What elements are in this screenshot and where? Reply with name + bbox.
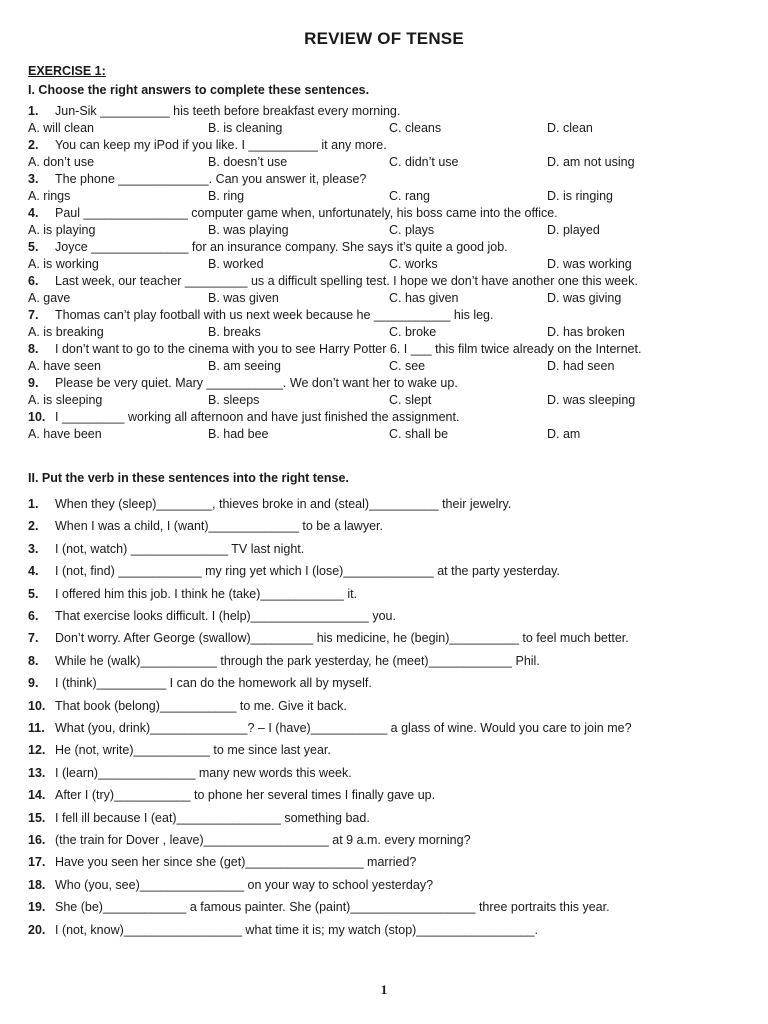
answer-option: C. has given [389,291,459,305]
sentence-number: 15. [28,811,46,825]
question-text: Jun-Sik __________ his teeth before breakfast every morning. [55,104,401,118]
sentence-number: 8. [28,654,39,668]
sentence-number: 9. [28,676,39,690]
sentence-text: I fell ill because I (eat)_______________ something bad. [55,811,370,825]
sentence-item [28,743,331,758]
answer-option: B. ring [208,189,245,203]
sentence-item [28,811,370,826]
question-text: Joyce ______________ for an insurance company. She says it’s quite a good job. [55,240,508,254]
answer-option: C. works [389,257,438,271]
answer-option: B. was playing [208,223,289,237]
question-text: Please be very quiet. Mary ___________. We don’t want her to wake up. [55,376,458,390]
sentence-number: 2. [28,519,39,533]
sentence-item [28,766,352,781]
sentence-text: Have you seen her since she (get)_________________ married? [55,855,417,869]
answer-option: A. will clean [28,121,94,135]
question-item [28,240,508,255]
answer-option: D. has broken [547,325,625,339]
answer-option: D. was giving [547,291,622,305]
sentence-item [28,923,538,938]
page-number: 1 [380,982,388,997]
question-item [28,172,366,187]
sentence-text: While he (walk)___________ through the park yesterday, he (meet)____________ Phil. [55,654,540,668]
answer-option: D. is ringing [547,189,613,203]
question-item [28,104,400,119]
question-text: You can keep my iPod if you like. I __________ it any more. [55,138,387,152]
question-number: 9. [28,376,39,390]
answer-option: B. had bee [208,427,269,441]
answer-option: C. cleans [389,121,442,135]
sentence-text: (the train for Dover , leave)__________________ at 9 a.m. every morning? [55,833,471,847]
sentence-number: 14. [28,788,46,802]
sentence-text: I (learn)______________ many new words this week. [55,766,352,780]
sentence-item [28,497,511,512]
sentence-item [28,833,471,848]
sentence-item [28,676,372,691]
sentence-text: What (you, drink)______________? – I (have)___________ a glass of wine. Would you care to join me? [55,721,632,735]
sentence-number: 16. [28,833,46,847]
sentence-text: She (be)____________ a famous painter. She (paint)__________________ three portraits this year. [55,900,610,914]
sentence-text: That exercise looks difficult. I (help)_________________ you. [55,609,396,623]
question-number: 3. [28,172,39,186]
sentence-number: 1. [28,497,39,511]
question-text: Thomas can’t play football with us next week because he ___________ his leg. [55,308,494,322]
answer-option: B. sleeps [208,393,260,407]
sentence-text: When I was a child, I (want)_____________ to be a lawyer. [55,519,383,533]
question-number: 6. [28,274,39,288]
question-number: 7. [28,308,39,322]
section1-heading: I. Choose the right answers to complete these sentences. [28,83,370,97]
sentence-text: He (not, write)___________ to me since last year. [55,743,331,757]
sentence-item [28,878,433,893]
sentence-item [28,631,629,646]
sentence-item [28,855,416,870]
answer-option: B. was given [208,291,279,305]
question-item [28,376,458,391]
answer-option: A. don’t use [28,155,95,169]
answer-option: C. slept [389,393,432,407]
question-item [28,342,641,357]
question-item [28,308,493,323]
page-title: REVIEW OF TENSE [304,29,464,48]
question-text: I _________ working all afternoon and have just finished the assignment. [55,410,460,424]
answer-option: D. was working [547,257,632,271]
sentence-number: 3. [28,542,39,556]
question-number: 8. [28,342,39,356]
answer-option: D. was sleeping [547,393,636,407]
sentence-item [28,654,540,669]
sentence-item [28,542,304,557]
answer-option: A. is working [28,257,99,271]
sentence-number: 10. [28,699,46,713]
question-text: Paul _______________ computer game when, unfortunately, his boss came into the office. [55,206,558,220]
sentence-item [28,564,560,579]
answer-option: A. have seen [28,359,101,373]
question-text: Last week, our teacher _________ us a difficult spelling test. I hope we don’t have another one this week. [55,274,638,288]
answer-option: C. shall be [389,427,449,441]
sentence-number: 5. [28,587,39,601]
sentence-number: 4. [28,564,39,578]
sentence-text: I (think)__________ I can do the homework all by myself. [55,676,372,690]
answer-option: B. breaks [208,325,261,339]
sentence-item [28,788,435,803]
answer-option: A. is sleeping [28,393,103,407]
question-item [28,410,459,425]
answer-option: C. broke [389,325,437,339]
sentence-number: 18. [28,878,46,892]
sentence-number: 12. [28,743,46,757]
answer-option: A. is breaking [28,325,104,339]
answer-option: C. rang [389,189,430,203]
sentence-number: 11. [28,721,45,735]
answer-option: C. plays [389,223,435,237]
answer-option: B. worked [208,257,264,271]
answer-option: A. gave [28,291,71,305]
question-text: The phone _____________. Can you answer it, please? [55,172,367,186]
sentence-text: Don’t worry. After George (swallow)_________ his medicine, he (begin)__________ to feel much better. [55,631,629,645]
sentence-number: 17. [28,855,46,869]
question-text: I don’t want to go to the cinema with you to see Harry Potter 6. I ___ this film twice already on the Internet. [55,342,642,356]
sentence-text: I (not, know)_________________ what time it is; my watch (stop)_________________. [55,923,538,937]
sentence-text: I offered him this job. I think he (take)____________ it. [55,587,358,601]
sentence-number: 6. [28,609,39,623]
answer-option: D. am not using [547,155,635,169]
sentence-number: 20. [28,923,46,937]
answer-option: B. doesn’t use [208,155,288,169]
sentence-number: 13. [28,766,46,780]
sentence-number: 19. [28,900,46,914]
sentence-item [28,519,383,534]
question-number: 4. [28,206,39,220]
answer-option: A. rings [28,189,71,203]
question-number: 10. [28,410,46,424]
sentence-item [28,587,357,602]
sentence-item [28,609,396,624]
sentence-text: I (not, watch) ______________ TV last night. [55,542,305,556]
question-number: 1. [28,104,39,118]
sentence-text: Who (you, see)_______________ on your way to school yesterday? [55,878,434,892]
sentence-number: 7. [28,631,39,645]
answer-option: D. clean [547,121,593,135]
answer-option: A. is playing [28,223,96,237]
sentence-item [28,699,347,714]
sentence-item [28,721,632,736]
answer-option: C. didn’t use [389,155,459,169]
sentence-text: I (not, find) ____________ my ring yet which I (lose)_____________ at the party yesterday. [55,564,560,578]
sentence-text: That book (belong)___________ to me. Give it back. [55,699,347,713]
answer-option: B. am seeing [208,359,281,373]
question-number: 2. [28,138,39,152]
exercise-heading: EXERCISE 1: [28,64,106,78]
answer-option: D. played [547,223,600,237]
answer-option: D. am [547,427,581,441]
answer-option: A. have been [28,427,102,441]
question-item [28,206,558,221]
question-number: 5. [28,240,39,254]
answer-option: C. see [389,359,426,373]
sentence-text: After I (try)___________ to phone her several times I finally gave up. [55,788,436,802]
sentence-item [28,900,610,915]
question-item [28,274,638,289]
section2-heading: II. Put the verb in these sentences into the right tense. [28,471,349,485]
answer-option: B. is cleaning [208,121,283,135]
question-item [28,138,387,153]
sentence-text: When they (sleep)________, thieves broke in and (steal)__________ their jewelry. [55,497,512,511]
answer-option: D. had seen [547,359,615,373]
